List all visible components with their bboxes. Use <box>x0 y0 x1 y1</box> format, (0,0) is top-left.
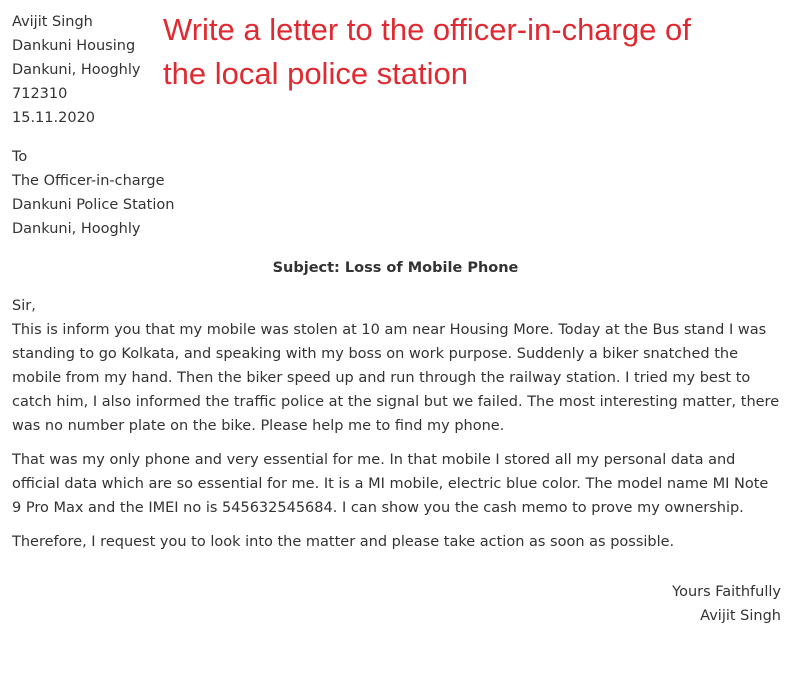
sender-pin: 712310 <box>12 86 68 102</box>
recipient-address <box>12 145 174 241</box>
recipient-title: The Officer-in-charge <box>12 173 165 189</box>
letter-subject: Subject: Loss of Mobile Phone <box>272 260 519 276</box>
recipient-to: To <box>12 149 28 165</box>
recipient-place: Dankuni, Hooghly <box>12 221 141 237</box>
salutation: Sir, <box>12 298 36 314</box>
letter-closing <box>672 580 781 628</box>
letter-date: 15.11.2020 <box>12 110 96 126</box>
valediction: Yours Faithfully <box>672 584 781 600</box>
sender-address-line-2: Dankuni, Hooghly <box>12 62 141 78</box>
heading-line-1: Write a letter to the officer-in-charge of <box>163 12 691 47</box>
signature-name: Avijit Singh <box>700 608 781 624</box>
page-heading <box>163 8 763 96</box>
body-paragraph-2: That was my only phone and very essential for me. In that mobile I stored all my personal data and official data which are so essential for me. It is a MI mobile, electric blue color. The model name MI Note 9 Pro Max and the IMEI no is 545632545684. I can show you the cash memo to prove my ownership. <box>12 452 769 516</box>
sender-address-line-1: Dankuni Housing <box>12 38 136 54</box>
letter-body <box>12 294 780 564</box>
recipient-station: Dankuni Police Station <box>12 197 175 213</box>
heading-line-2: the local police station <box>163 56 469 91</box>
sender-name: Avijit Singh <box>12 14 93 30</box>
body-paragraph-1: This is inform you that my mobile was stolen at 10 am near Housing More. Today at the Bus stand I was standing to go Kolkata, and speaking with my boss on work purpose. Suddenly a biker snatched the mobile from my hand. Then the biker speed up and run through the railway station. I tried my best to catch him, I also informed the traffic police at the signal but we failed. The most interesting matter, there was no number plate on the bike. Please help me to find my phone. <box>12 322 780 434</box>
body-paragraph-3: Therefore, I request you to look into the matter and please take action as soon as possible. <box>12 534 675 550</box>
sender-address <box>12 10 140 130</box>
